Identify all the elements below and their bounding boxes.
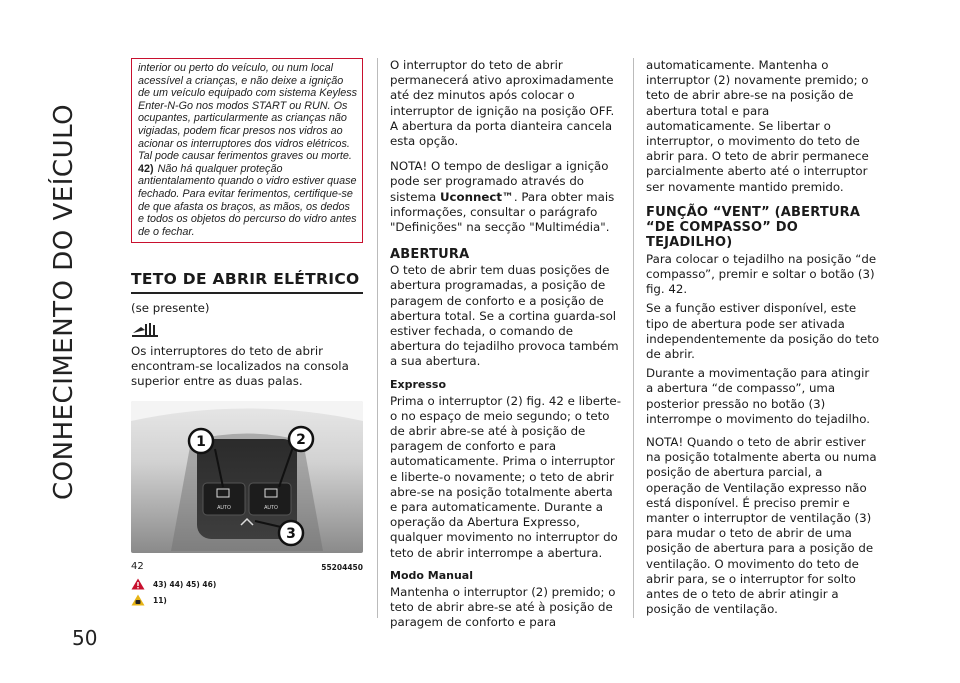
page-number: 50	[72, 626, 98, 650]
column-3	[646, 58, 880, 618]
overhead-console-figure	[131, 401, 363, 553]
section-title: TETO DE ABRIR ELÉTRICO	[131, 270, 363, 294]
column-divider	[633, 58, 634, 618]
figure-caption	[131, 561, 363, 572]
column-1	[131, 58, 363, 606]
switch-label-left: AUTO	[217, 505, 231, 512]
warning-box	[131, 58, 363, 243]
paragraph: Durante a movimentação para atingir a abertura “de compasso”, uma posterior pressão no botão (3) interrompe o movimento do tejadilho.	[646, 366, 870, 426]
paragraph: Prima o interruptor (2) fig. 42 e liberte-o no espaço de meio segundo; o teto de abrir abre-se até à posição de paragem de conforto e para automaticamente. Prima o interruptor e liberte-o novamente; o teto de abrir abre-se na posição totalmente aberta e para automaticamente. Durante a operação da Abertura Expresso, qualquer movimento no interruptor do teto de abrir interrompe a abertura.	[390, 393, 621, 560]
paragraph: Para colocar o tejadilho na posição “de compasso”, premir e soltar o botão (3) fig. 42.	[646, 251, 877, 297]
paragraph: Mantenha o interruptor (2) premido; o teto de abrir abre-se até à posição de paragem de conforto e para	[390, 584, 616, 630]
figure-number: 42	[131, 561, 144, 573]
section-subtitle: (se presente)	[131, 301, 210, 316]
column-2	[390, 58, 622, 631]
note-text: . Para obter mais informações, consultar o parágrafo "Definições" na secção "Multimédia".	[390, 189, 615, 235]
paragraph: Se a função estiver disponível, este tipo de abertura pode ser ativada independentemente da posição do teto de abrir.	[646, 301, 880, 362]
note-text: NOTA! O tempo de desligar a ignição pode ser programado através do sistema	[390, 159, 609, 204]
intro-text: Os interruptores do teto de abrir encontram-se localizados na consola superior entre as duas palas.	[131, 343, 349, 388]
caution-hand-icon	[131, 594, 145, 606]
figure-code: 55204450	[321, 563, 363, 573]
warning-references	[131, 578, 363, 590]
column-divider	[377, 58, 378, 618]
caution-references	[131, 594, 363, 606]
note-paragraph	[390, 159, 622, 235]
heading-expresso: Expresso	[390, 377, 447, 391]
chapter-title: CONHECIMENTO DO VEÍCULO	[49, 103, 79, 500]
brand-name: Uconnect™	[439, 189, 514, 204]
caution-refs-text: 11)	[153, 595, 167, 605]
note-paragraph: NOTA! Quando o teto de abrir estiver na posição totalmente aberta ou numa posição de abertura parcial, a operação de Ventilação expresso não está disponível. É preciso premir e manter o interruptor de ventilação (3) para mudar o teto de abrir de uma posição de abertura para a posição de ventilação. O movimento do teto de abrir para, se o interruptor for solto antes de o teto de abrir atingir a posição de ventilação.	[646, 435, 877, 617]
heading-vent: FUNÇÃO “VENT” (ABERTURA “DE COMPASSO” DO TEJADILHO)	[646, 204, 861, 250]
warning-intro-text: interior ou perto do veículo, ou num local acessível a crianças, e não deixe a ignição de um veículo equipado com sistema Keyless Enter-N-Go nos modos START ou RUN. Os ocupantes, particularmente as crianças não vigiadas, podem ficar presos nos vidros ao acionar os interruptores dos vidros elétricos. Tal pode causar ferimentos graves ou morte.	[138, 62, 358, 163]
warning-item-number: 42)	[138, 162, 154, 175]
sunroof-icon	[131, 321, 159, 339]
switch-label-right: AUTO	[264, 505, 278, 512]
paragraph: O interruptor do teto de abrir permanecerá ativo aproximadamente até dez minutos após colocar o interruptor de ignição na posição OFF. A abertura da porta dianteira cancela esta opção.	[390, 58, 615, 149]
warning-triangle-icon	[131, 578, 145, 590]
warning-refs-text: 43) 44) 45) 46)	[153, 579, 217, 589]
callout-3-label: 3	[286, 526, 296, 543]
paragraph: O teto de abrir tem duas posições de abertura programadas, a posição de paragem de conforto e a posição de abertura total. Se a cortina guarda-sol estiver fechada, o comando de abertura do tejadilho provoca também a sua abertura.	[390, 263, 619, 369]
callout-1-label: 1	[196, 434, 206, 451]
heading-abertura: ABERTURA	[390, 247, 470, 263]
callout-2-label: 2	[296, 432, 306, 449]
paragraph: automaticamente. Mantenha o interruptor (2) novamente premido; o teto de abrir abre-se na posição de abertura total e para automaticamente. Se libertar o interruptor, o movimento do teto de abrir para. O teto de abrir permanece parcialmente aberto até o interruptor ser novamente mantido premido.	[646, 58, 869, 194]
heading-manual: Modo Manual	[390, 568, 473, 582]
warning-item-text: Não há qualquer proteção antientalamento quando o vidro estiver quase fechado. Para evitar ferimentos, certifique-se de que afasta os braços, as mãos, os dedos e todos os objetos do percurso do vidro antes de o fechar.	[138, 162, 357, 238]
